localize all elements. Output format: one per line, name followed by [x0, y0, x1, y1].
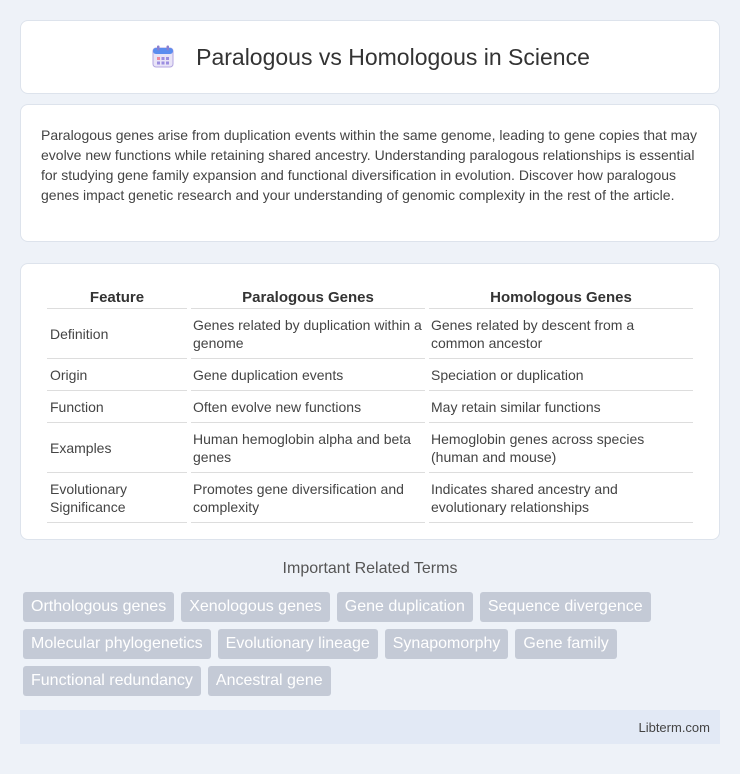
table-cell: Genes related by duplication within a genome	[191, 309, 425, 359]
table-cell: May retain similar functions	[429, 391, 693, 423]
table-cell: Definition	[47, 309, 187, 359]
comparison-table	[43, 286, 697, 523]
table-cell: Function	[47, 391, 187, 423]
footer-site-link[interactable]: Libterm.com	[638, 719, 710, 735]
related-terms-list	[23, 592, 703, 696]
table-cell: Genes related by descent from a common ancestor	[429, 309, 693, 359]
table-cell: Speciation or duplication	[429, 359, 693, 391]
table-cell: Promotes gene diversification and complexity	[191, 473, 425, 523]
table-row	[47, 309, 693, 359]
table-cell: Human hemoglobin alpha and beta genes	[191, 423, 425, 473]
column-header: Homologous Genes	[429, 286, 693, 309]
intro-text: Paralogous genes arise from duplication events within the same genome, leading to gene copies that may evolve new functions while retaining shared ancestry. Understanding paralogous relationships is essential for studying gene family expansion and functional diversification in evolution. Discover how paralogous genes impact genetic research and your understanding of genomic complexity in the rest of the article.	[41, 127, 698, 203]
related-term-tag[interactable]: Synapomorphy	[385, 629, 509, 659]
table-cell: Often evolve new functions	[191, 391, 425, 423]
related-term-tag[interactable]: Molecular phylogenetics	[23, 629, 211, 659]
table-cell: Hemoglobin genes across species (human and mouse)	[429, 423, 693, 473]
table-cell: Gene duplication events	[191, 359, 425, 391]
table-row	[47, 359, 693, 391]
related-term-tag[interactable]: Xenologous genes	[181, 592, 330, 622]
table-cell: Evolutionary Significance	[47, 473, 187, 523]
column-header: Feature	[47, 286, 187, 309]
table-cell: Examples	[47, 423, 187, 473]
comparison-table-card	[20, 263, 720, 540]
related-term-tag[interactable]: Evolutionary lineage	[218, 629, 378, 659]
intro-card	[20, 104, 720, 242]
table-header-row	[47, 286, 693, 309]
related-term-tag[interactable]: Orthologous genes	[23, 592, 174, 622]
related-terms-title: Important Related Terms	[282, 560, 458, 577]
column-header: Paralogous Genes	[191, 286, 425, 309]
table-row	[47, 473, 693, 523]
table-row	[47, 391, 693, 423]
related-term-tag[interactable]: Gene family	[515, 629, 616, 659]
related-term-tag[interactable]: Gene duplication	[337, 592, 473, 622]
related-term-tag[interactable]: Functional redundancy	[23, 666, 201, 696]
footer	[20, 710, 720, 744]
page-title: Paralogous vs Homologous in Science	[196, 43, 590, 70]
table-row	[47, 423, 693, 473]
header-card	[20, 20, 720, 94]
table-cell: Origin	[47, 359, 187, 391]
related-term-tag[interactable]: Ancestral gene	[208, 666, 331, 696]
calendar-icon	[150, 44, 176, 70]
related-term-tag[interactable]: Sequence divergence	[480, 592, 651, 622]
table-cell: Indicates shared ancestry and evolutionary relationships	[429, 473, 693, 523]
